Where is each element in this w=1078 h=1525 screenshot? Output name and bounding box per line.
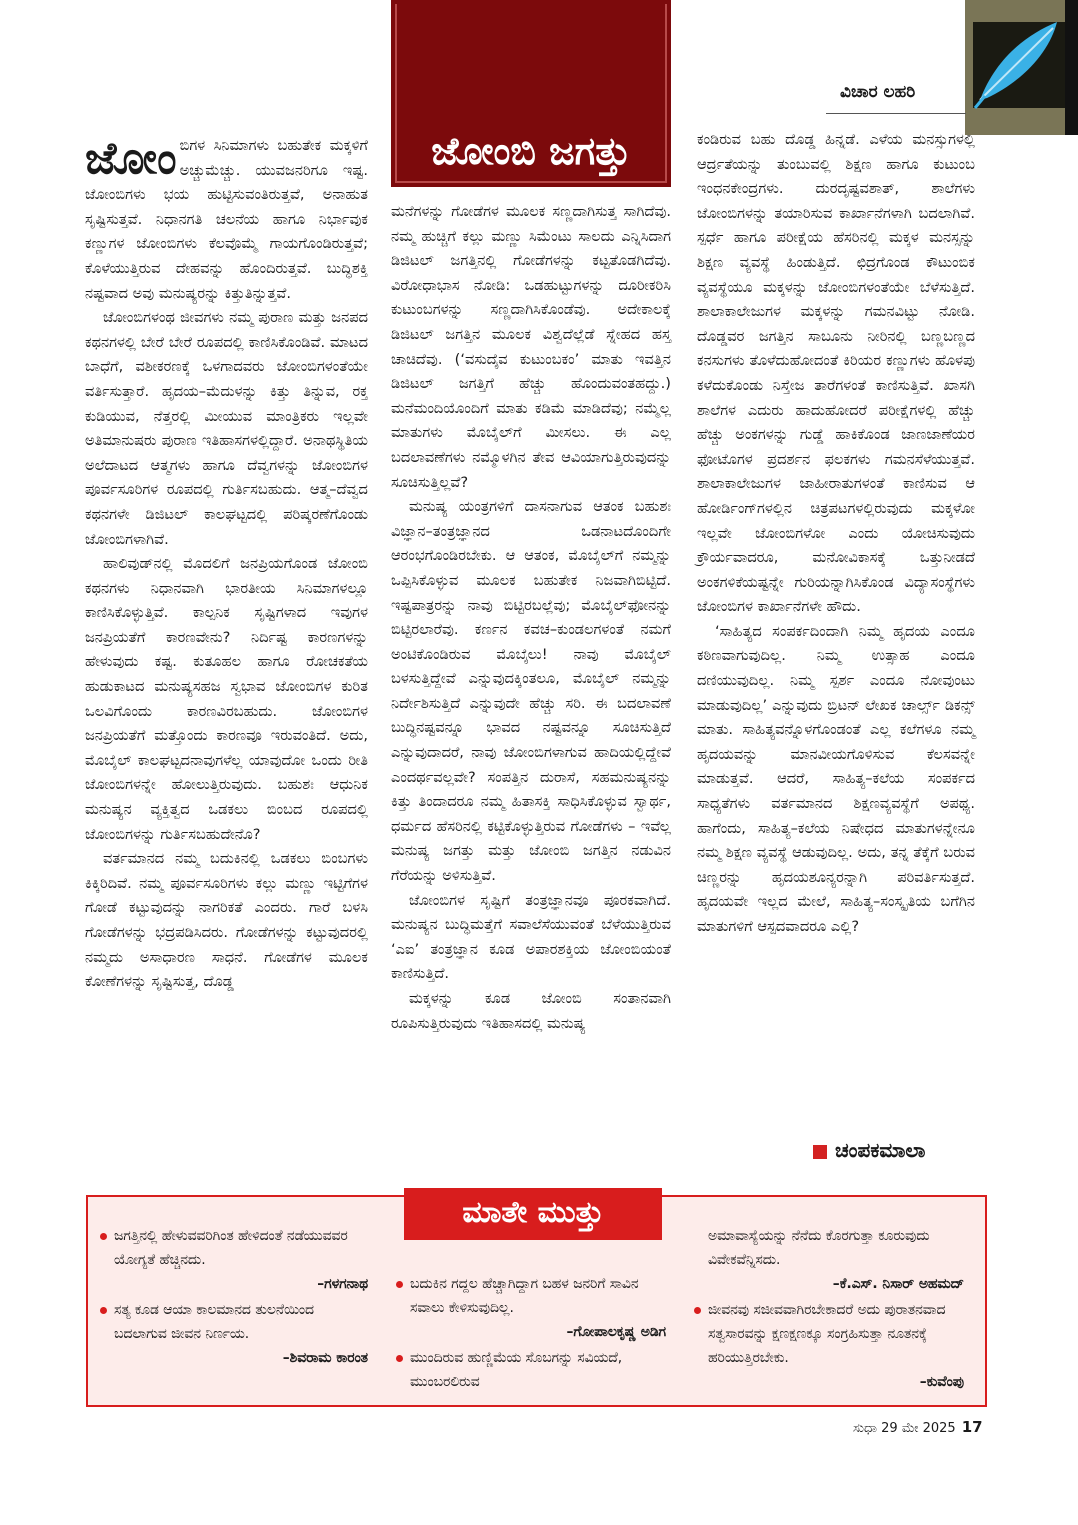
author-marker-icon [813,1145,827,1159]
page-number: 17 [961,1418,983,1436]
article-column-1 [85,134,368,995]
paragraph: ‘ಸಾಹಿತ್ಯದ ಸಂಪರ್ಕದಿಂದಾಗಿ ನಿಮ್ಮ ಹೃದಯ ಎಂದೂ ಕಠಿಣವಾಗುವುದಿಲ್ಲ. ನಿಮ್ಮ ಉತ್ಸಾಹ ಎಂದೂ ದಣಿಯುವುದಿಲ್ಲ. ನಿಮ್ಮ ಸ್ಪರ್ಶ ಎಂದೂ ನೋವುಂಟು ಮಾಡುವುದಿಲ್ಲ’ ಎನ್ನುವುದು ಬ್ರಿಟನ್ ಲೇಖಕ ಚಾರ್ಲ್ಸ್ ಡಿಕನ್ಸ್ ಮಾತು. ಸಾಹಿತ್ಯವನ್ನೊಳಗೊಂಡಂತೆ ಎಲ್ಲ ಕಲೆಗಳೂ ನಮ್ಮ ಹೃದಯವನ್ನು ಮಾನವೀಯಗೊಳಿಸುವ ಕೆಲಸವನ್ನೇ ಮಾಡುತ್ತವೆ. ಆದರೆ, ಸಾಹಿತ್ಯ–ಕಲೆಯ ಸಂಪರ್ಕದ ಸಾಧ್ಯತೆಗಳು ವರ್ತಮಾನದ ಶಿಕ್ಷಣವ್ಯವಸ್ಥೆಗೆ ಅಪಥ್ಯ. ಹಾಗೆಂದು, ಸಾಹಿತ್ಯ–ಕಲೆಯ ನಿಷೇಧದ ಮಾತುಗಳನ್ನೇನೂ ನಮ್ಮ ಶಿಕ್ಷಣ ವ್ಯವಸ್ಥೆ ಆಡುವುದಿಲ್ಲ. ಅದು, ತನ್ನ ತೆಕ್ಕೆಗೆ ಬರುವ ಚಿಣ್ಣರನ್ನು ಹೃದಯಶೂನ್ಯರನ್ನಾಗಿ ಪರಿವರ್ತಿಸುತ್ತದೆ. ಹೃದಯವೇ ಇಲ್ಲದ ಮೇಲೆ, ಸಾಹಿತ್ಯ–ಸಂಸ್ಕೃತಿಯ ಬಗೆಗಿನ ಮಾತುಗಳಿಗೆ ಆಸ್ಪದವಾದರೂ ಎಲ್ಲಿ? [697,622,975,935]
paragraph: ಹಾಲಿವುಡ್‌ನಲ್ಲಿ ಮೊದಲಿಗೆ ಜನಪ್ರಿಯಗೊಂಡ ಜೋಂಬಿ ಕಥನಗಳು ನಿಧಾನವಾಗಿ ಭಾರತೀಯ ಸಿನಿಮಾಗಳಲ್ಲೂ ಕಾಣಿಸಿಕೊಳ್ಳುತ್ತಿವೆ. ಕಾಲ್ಪನಿಕ ಸೃಷ್ಟಿಗಳಾದ ಇವುಗಳ ಜನಪ್ರಿಯತೆಗೆ ಕಾರಣವೇನು? ನಿರ್ದಿಷ್ಟ ಕಾರಣಗಳನ್ನು ಹೇಳುವುದು ಕಷ್ಟ. ಕುತೂಹಲ ಹಾಗೂ ರೋಚಕತೆಯ ಹುಡುಕಾಟದ ಮನುಷ್ಯಸಹಜ ಸ್ವಭಾವ ಜೋಂಬಿಗಳ ಕುರಿತ ಒಲವಿಗೊಂದು ಕಾರಣವಿರಬಹುದು. ಜೋಂಬಿಗಳ ಜನಪ್ರಿಯತೆಗೆ ಮತ್ತೊಂದು ಕಾರಣವೂ ಇರುವಂತಿದೆ. ಅದು, ಮೊಬೈಲ್ ಕಾಲಘಟ್ಟದನಾವುಗಳೆಲ್ಲ ಯಾವುದೋ ಒಂದು ರೀತಿ ಜೋಂಬಿಗಳನ್ನೇ ಹೋಲುತ್ತಿರುವುದು. ಬಹುಶಃ ಆಧುನಿಕ ಮನುಷ್ಯನ ವ್ಯಕ್ತಿತ್ವದ ಒಡಕಲು ಬಿಂಬದ ರೂಪದಲ್ಲಿ ಜೋಂಬಿಗಳನ್ನು ಗುರ್ತಿಸಬಹುದೇನೊ? [85,555,368,843]
quote-author: –ಕೆ.ಎಸ್. ನಿಸಾರ್ ಅಹಮದ್ [832,1276,964,1292]
quotes-column-1 [100,1224,368,1372]
quotes-title: ಮಾತೇ ಮುತ್ತು [404,1188,662,1240]
paragraph: ಜೋಂಬಿಗಳ ಸಿನಿಮಾಗಳು ಬಹುತೇಕ ಮಕ್ಕಳಿಗೆ ಅಚ್ಚುಮೆಚ್ಚು. ಯುವಜನರಿಗೂ ಇಷ್ಟ. ಜೋಂಬಿಗಳು ಭಯ ಹುಟ್ಟಿಸುವಂತಿರುತ್ತವೆ, ಅನಾಹುತ ಸೃಷ್ಟಿಸುತ್ತವೆ. ನಿಧಾನಗತಿ ಚಲನೆಯ ಹಾಗೂ ನಿರ್ಭಾವುಕ ಕಣ್ಣುಗಳ ಜೋಂಬಿಗಳು ಕೆಲವೊಮ್ಮೆ ಗಾಯಗೊಂಡಿರುತ್ತವೆ; ಕೊಳೆಯುತ್ತಿರುವ ದೇಹವನ್ನು ಹೊಂದಿರುತ್ತವೆ. ಬುದ್ಧಿಶಕ್ತಿ ನಷ್ಟವಾದ ಅವು ಮನುಷ್ಯರನ್ನು ಕಿತ್ತುತಿನ್ನುತ್ತವೆ. [85,133,368,302]
article-column-3 [697,128,975,940]
quotes-column-2 [396,1272,666,1394]
page-footer [853,1418,983,1436]
publication-info: ಸುಧಾ 29 ಮೇ 2025 [853,1421,956,1436]
paragraph: ಮನುಷ್ಯ ಯಂತ್ರಗಳಿಗೆ ದಾಸನಾಗುವ ಆತಂಕ ಬಹುಶಃ ವಿಜ್ಞಾನ–ತಂತ್ರಜ್ಞಾನದ ಒಡನಾಟದೊಂದಿಗೇ ಆರಂಭಗೊಂಡಿರಬೇಕು. ಆ ಆತಂಕ, ಮೊಬೈಲ್‌ಗೆ ನಮ್ಮನ್ನು ಒಪ್ಪಿಸಿಕೊಳ್ಳುವ ಮೂಲಕ ಬಹುತೇಕ ನಿಜವಾಗಿಬಿಟ್ಟಿದೆ. ಇಷ್ಟಪಾತ್ರರನ್ನು ನಾವು ಬಿಟ್ಟಿರಬಲ್ಲೆವು; ಮೊಬೈಲ್‌ಫೋನನ್ನು ಬಿಟ್ಟಿರಲಾರೆವು. ಕರ್ಣನ ಕವಚ–ಕುಂಡಲಗಳಂತೆ ನಮಗೆ ಅಂಟಿಕೊಂಡಿರುವ ಮೊಬೈಲು! ನಾವು ಮೊಬೈಲ್ ಬಳಸುತ್ತಿದ್ದೇವೆ ಎನ್ನುವುದಕ್ಕಿಂತಲೂ, ಮೊಬೈಲ್ ನಮ್ಮನ್ನು ನಿರ್ದೇಶಿಸುತ್ತಿದೆ ಎನ್ನುವುದೇ ಹೆಚ್ಚು ಸರಿ. ಈ ಬದಲಾವಣೆ ಬುದ್ಧಿನಷ್ಟವನ್ನೂ ಭಾವದ ನಷ್ಟವನ್ನೂ ಸೂಚಿಸುತ್ತಿದೆ ಎನ್ನುವುದಾದರೆ, ನಾವು ಜೋಂಬಿಗಳಾಗುವ ಹಾದಿಯಲ್ಲಿದ್ದೇವೆ ಎಂದರ್ಥವಲ್ಲವೇ? ಸಂಪತ್ತಿನ ದುರಾಸೆ, ಸಹಮನುಷ್ಯನನ್ನು ಕಿತ್ತು ತಿಂದಾದರೂ ನಮ್ಮ ಹಿತಾಸಕ್ತಿ ಸಾಧಿಸಿಕೊಳ್ಳುವ ಸ್ವಾರ್ಥ, ಧರ್ಮದ ಹೆಸರಿನಲ್ಲಿ ಕಟ್ಟಿಕೊಳ್ಳುತ್ತಿರುವ ಗೋಡೆಗಳು – ಇವೆಲ್ಲ ಮನುಷ್ಯ ಜಗತ್ತು ಮತ್ತು ಜೋಂಬಿ ಜಗತ್ತಿನ ನಡುವಿನ ಗೆರೆಯನ್ನು ಅಳಿಸುತ್ತಿವೆ. [391,498,671,885]
article-title: ಜೋಂಬಿ ಜಗತ್ತು [431,129,631,173]
paragraph: ಜೋಂಬಿಗಳಂಥ ಜೀವಗಳು ನಮ್ಮ ಪುರಾಣ ಮತ್ತು ಜನಪದ ಕಥನಗಳಲ್ಲಿ ಬೇರೆ ಬೇರೆ ರೂಪದಲ್ಲಿ ಕಾಣಿಸಿಕೊಂಡಿವೆ. ಮಾಟದ ಬಾಧೆಗೆ, ವಶೀಕರಣಕ್ಕೆ ಒಳಗಾದವರು ಜೋಂಬಿಗಳಂತೆಯೇ ವರ್ತಿಸುತ್ತಾರೆ. ಹೃದಯ–ಮೆದುಳನ್ನು ಕಿತ್ತು ತಿನ್ನುವ, ರಕ್ತ ಕುಡಿಯುವ, ನೆತ್ತರಲ್ಲಿ ಮೀಯುವ ಮಾಂತ್ರಿಕರು ಇಲ್ಲವೇ ಅತಿಮಾನುಷರು ಪುರಾಣ ಇತಿಹಾಸಗಳಲ್ಲಿದ್ದಾರೆ. ಅನಾಥಸ್ಥಿತಿಯ ಅಲೆದಾಟದ ಆತ್ಮಗಳು ಹಾಗೂ ದೆವ್ವಗಳನ್ನು ಜೋಂಬಿಗಳ ಪೂರ್ವಸೂರಿಗಳ ರೂಪದಲ್ಲಿ ಗುರ್ತಿಸಬಹುದು. ಆತ್ಮ–ದೆವ್ವದ ಕಥನಗಳೇ ಡಿಜಿಟಲ್ ಕಾಲಘಟ್ಟದಲ್ಲಿ ಪರಿಷ್ಕರಣೆಗೊಂಡು ಜೋಂಬಿಗಳಾಗಿವೆ. [85,309,368,548]
quote-item: ಸತ್ಯ ಕೂಡ ಆಯಾ ಕಾಲಮಾನದ ತುಲನೆಯಿಂದ ಬದಲಾಗುವ ಜೀವನ ನಿರ್ಣಯ. [100,1298,368,1346]
quote-author: –ಗೋಪಾಲಕೃಷ್ಣ ಅಡಿಗ [566,1324,666,1340]
article-author: ಚಂಪಕಮಾಲಾ [813,1138,925,1162]
paragraph: ಜೋಂಬಿಗಳ ಸೃಷ್ಟಿಗೆ ತಂತ್ರಜ್ಞಾನವೂ ಪೂರಕವಾಗಿದೆ. ಮನುಷ್ಯನ ಬುದ್ಧಿಮತ್ತೆಗೆ ಸವಾಲೆಸೆಯುವಂತೆ ಬೆಳೆಯುತ್ತಿರುವ ‘ಎಐ’ ತಂತ್ರಜ್ಞಾನ ಕೂಡ ಅಪಾರಶಕ್ತಿಯ ಜೋಂಬಿಯಂತೆ ಕಾಣಿಸುತ್ತಿದೆ. [391,891,671,983]
quotes-column-3 [694,1224,964,1396]
quote-item: ಬದುಕಿನ ಗದ್ದಲ ಹೆಚ್ಚಾಗಿದ್ದಾಗ ಬಹಳ ಜನರಿಗೆ ಸಾವಿನ ಸವಾಲು ಕೇಳಿಸುವುದಿಲ್ಲ. [396,1272,666,1320]
paragraph: ಮನೆಗಳನ್ನು ಗೋಡೆಗಳ ಮೂಲಕ ಸಣ್ಣದಾಗಿಸುತ್ತ ಸಾಗಿದೆವು. ನಮ್ಮ ಹುಚ್ಚಿಗೆ ಕಲ್ಲು ಮಣ್ಣು ಸಿಮೆಂಟು ಸಾಲದು ಎನ್ನಿಸಿದಾಗ ಡಿಜಿಟಲ್ ಜಗತ್ತಿನಲ್ಲಿ ಗೋಡೆಗಳನ್ನು ಕಟ್ಟತೊಡಗಿದೆವು. ವಿರೋಧಾಭಾಸ ನೋಡಿ: ಒಡಹುಟ್ಟುಗಳನ್ನು ದೂರೀಕರಿಸಿ ಕುಟುಂಬಗಳನ್ನು ಸಣ್ಣದಾಗಿಸಿಕೊಂಡೆವು. ಅದೇಕಾಲಕ್ಕೆ ಡಿಜಿಟಲ್ ಜಗತ್ತಿನ ಮೂಲಕ ವಿಶ್ವದೆಲ್ಲೆಡೆ ಸ್ನೇಹದ ಹಸ್ತ ಚಾಚಿದೆವು. (‘ವಸುದೈವ ಕುಟುಂಬಕಂ’ ಮಾತು ಇವತ್ತಿನ ಡಿಜಿಟಲ್ ಜಗತ್ತಿಗೆ ಹೆಚ್ಚು ಹೊಂದುವಂತಹದ್ದು.) ಮನೆಮಂದಿಯೊಂದಿಗೆ ಮಾತು ಕಡಿಮೆ ಮಾಡಿದೆವು; ನಮ್ಮೆಲ್ಲ ಮಾತುಗಳು ಮೊಬೈಲ್‌ಗೆ ಮೀಸಲು. ಈ ಎಲ್ಲ ಬದಲಾವಣೆಗಳು ನಮ್ಮೊಳಗಿನ ತೇವ ಆವಿಯಾಗುತ್ತಿರುವುದನ್ನು ಸೂಚಿಸುತ್ತಿಲ್ಲವೆ? [391,203,671,491]
section-label: ವಿಚಾರ ಲಹರಿ [840,82,916,102]
quote-item: ಮುಂದಿರುವ ಹುಣ್ಣಿಮೆಯ ಸೊಬಗನ್ನು ಸವಿಯದೆ, ಮುಂಬರಲಿರುವ [396,1346,666,1394]
quote-item: ಜಗತ್ತಿನಲ್ಲಿ ಹೇಳುವವರಿಗಿಂತ ಹೇಳಿದಂತೆ ನಡೆಯುವವರ ಯೋಗ್ಯತೆ ಹೆಚ್ಚಿನದು. [100,1224,368,1272]
drop-cap: ಜೋಂ [85,133,176,184]
quote-author: –ಕುವೆಂಪು [919,1374,964,1390]
header-rule [826,113,966,114]
paragraph: ಮಕ್ಕಳನ್ನು ಕೂಡ ಜೋಂಬಿ ಸಂತಾನವಾಗಿ ರೂಪಿಸುತ್ತಿರುವುದು ಇತಿಹಾಸದಲ್ಲಿ ಮನುಷ್ಯ [391,990,671,1032]
quote-continuation: ಅಮಾವಾಸ್ಯೆಯನ್ನು ನೆನೆದು ಕೊರಗುತ್ತಾ ಕೂರುವುದು ವಿವೇಕವೆನ್ನಿಸದು. [708,1228,930,1268]
feather-quill-icon [965,0,1078,135]
article-title-box [391,0,671,187]
paragraph: ಕಂಡಿರುವ ಬಹು ದೊಡ್ಡ ಹಿನ್ನಡೆ. ಎಳೆಯ ಮನಸ್ಸುಗಳಲ್ಲಿ ಆರ್ದ್ರತೆಯನ್ನು ತುಂಬುವಲ್ಲಿ ಶಿಕ್ಷಣ ಹಾಗೂ ಕುಟುಂಬ ಇಂಧನಕೇಂದ್ರಗಳು. ದುರದೃಷ್ಟವಶಾತ್, ಶಾಲೆಗಳು ಜೋಂಬಿಗಳನ್ನು ತಯಾರಿಸುವ ಕಾರ್ಖಾನೆಗಳಾಗಿ ಬದಲಾಗಿವೆ. ಸ್ಪರ್ಧೆ ಹಾಗೂ ಪರೀಕ್ಷೆಯ ಹೆಸರಿನಲ್ಲಿ ಮಕ್ಕಳ ಮನಸ್ಸನ್ನು ಶಿಕ್ಷಣ ವ್ಯವಸ್ಥೆ ಹಿಂಡುತ್ತಿದೆ. ಛಿದ್ರಗೊಂಡ ಕೌಟುಂಬಿಕ ವ್ಯವಸ್ಥೆಯೂ ಮಕ್ಕಳನ್ನು ಜೋಂಬಿಗಳಂತೆಯೇ ಬೆಳೆಸುತ್ತಿದೆ. ಶಾಲಾಕಾಲೇಜುಗಳ ಮಕ್ಕಳನ್ನು ಗಮನವಿಟ್ಟು ನೋಡಿ. ದೊಡ್ಡವರ ಜಗತ್ತಿನ ಸಾಬೂನು ನೀರಿನಲ್ಲಿ ಬಣ್ಣಬಣ್ಣದ ಕನಸುಗಳು ತೊಳೆದುಹೋದಂತೆ ಕಿರಿಯರ ಕಣ್ಣುಗಳು ಹೊಳಪು ಕಳೆದುಕೊಂಡು ನಿಸ್ತೇಜ ತಾರೆಗಳಂತೆ ಕಾಣಿಸುತ್ತಿವೆ. ಖಾಸಗಿ ಶಾಲೆಗಳ ಎದುರು ಹಾದುಹೋದರೆ ಪರೀಕ್ಷೆಗಳಲ್ಲಿ ಹೆಚ್ಚು ಹೆಚ್ಚು ಅಂಕಗಳನ್ನು ಗುಡ್ಡೆ ಹಾಕಿಕೊಂಡ ಜಾಣಜಾಣೆಯರ ಫೋಟೊಗಳ ಪ್ರದರ್ಶನ ಫಲಕಗಳು ಗಮನಸೆಳೆಯುತ್ತವೆ. ಶಾಲಾಕಾಲೇಜುಗಳ ಜಾಹೀರಾತುಗಳಂತೆ ಕಾಣಿಸುವ ಆ ಹೋರ್ಡಿಂಗ್‌ಗಳಲ್ಲಿನ ಚಿತ್ರಪಟಗಳಲ್ಲಿರುವುದು ಮಕ್ಕಳೋ ಇಲ್ಲವೇ ಜೋಂಬಿಗಳೋ ಎಂದು ಯೋಚಿಸುವುದು ಕ್ರೌರ್ಯವಾದರೂ, ಮನೋವಿಕಾಸಕ್ಕೆ ಒತ್ತುನೀಡದೆ ಅಂಕಗಳಿಕೆಯಷ್ಟನ್ನೇ ಗುರಿಯನ್ನಾಗಿಸಿಕೊಂಡ ವಿದ್ಯಾಸಂಸ್ಥೆಗಳು ಜೋಂಬಿಗಳ ಕಾರ್ಖಾನೆಗಳೇ ಹೌದು. [697,131,975,616]
article-column-2 [391,200,671,1036]
quote-author: –ಗಳಗನಾಥ [317,1276,368,1292]
paragraph: ವರ್ತಮಾನದ ನಮ್ಮ ಬದುಕಿನಲ್ಲಿ ಒಡಕಲು ಬಿಂಬಗಳು ಕಿಕ್ಕಿರಿದಿವೆ. ನಮ್ಮ ಪೂರ್ವಸೂರಿಗಳು ಕಲ್ಲು ಮಣ್ಣು ಇಟ್ಟಿಗೆಗಳ ಗೋಡೆ ಕಟ್ಟುವುದನ್ನು ನಾಗರಿಕತೆ ಎಂದರು. ಗಾರೆ ಬಳಸಿ ಗೋಡೆಗಳನ್ನು ಭದ್ರಪಡಿಸಿದರು. ಗೋಡೆಗಳನ್ನು ಕಟ್ಟುವುದರಲ್ಲಿ ನಮ್ಮದು ಅಸಾಧಾರಣ ಸಾಧನೆ. ಗೋಡೆಗಳ ಮೂಲಕ ಕೋಣೆಗಳನ್ನು ಸೃಷ್ಟಿಸುತ್ತ, ದೊಡ್ಡ [85,850,368,991]
quote-author: –ಶಿವರಾಮ ಕಾರಂತ [282,1350,368,1366]
quote-item: ಜೀವನವು ಸಜೀವವಾಗಿರಬೇಕಾದರೆ ಅದು ಪುರಾತನವಾದ ಸತ್ವಸಾರವನ್ನು ಕ್ಷಣಕ್ಷಣಕ್ಕೂ ಸಂಗ್ರಹಿಸುತ್ತಾ ನೂತನಕ್ಕೆ ಹರಿಯುತ್ತಿರಬೇಕು. [694,1298,964,1370]
